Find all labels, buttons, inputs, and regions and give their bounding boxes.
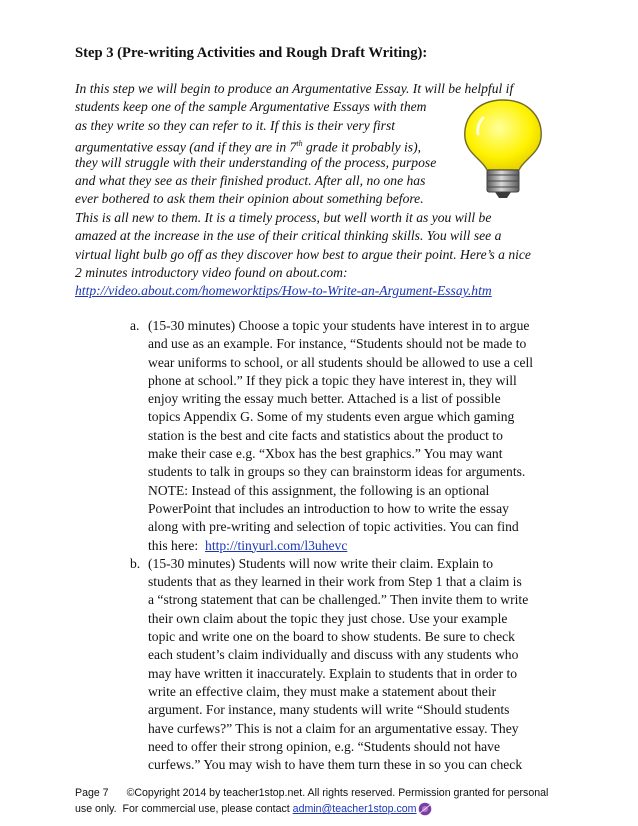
item-line: [148, 537, 575, 555]
intro-link-line: [75, 282, 605, 300]
footer-line: [75, 801, 595, 817]
intro-line: This is all new to them. It is a timely process, but well worth it as you will be: [75, 209, 492, 225]
item-line: students that as they learned in their work from Step 1 that a claim is: [148, 574, 522, 590]
item-line: and use as an example. For instance, “Students should not be made to: [148, 336, 527, 352]
list-marker: a.: [130, 318, 140, 333]
item-line: have curfews?” This is not a claim for an argumentative essay. They: [148, 720, 519, 736]
step-heading: Step 3 (Pre-writing Activities and Rough Draft Writing):: [75, 45, 428, 61]
teacher1stop-logo-icon: [418, 802, 432, 816]
intro-line: and what they see as their finished product. After all, no one has: [75, 172, 426, 188]
intro-line: ever bothered to ask them their opinion about something before.: [75, 191, 424, 207]
item-line: enjoy writing the essay much better. Attached is a list of possible: [148, 391, 501, 407]
intro-line: they will struggle with their understanding of the process, purpose: [75, 154, 437, 170]
footer-line: [75, 785, 595, 801]
light-bulb-icon: [455, 96, 551, 200]
item-line: wear uniforms to school, or all students should be allowed to use a cell: [148, 354, 534, 370]
item-line: students to talk in groups so they can brainstorm ideas for arguments.: [148, 464, 526, 480]
superscript: th: [296, 139, 303, 149]
intro-line-text: argumentative essay (and if they are in 7: [75, 139, 297, 155]
intro-line: amazed at the increase in the use of their critical thinking skills. You will see a: [75, 228, 502, 244]
item-line: curfews.” You may wish to have them turn these in so you can check: [148, 757, 523, 773]
tinyurl-link[interactable]: http://tinyurl.com/l3uhevc: [205, 537, 348, 553]
item-line: make their case e.g. “Xbox has the best graphics.” You may want: [148, 446, 503, 462]
list-marker: b.: [130, 555, 141, 571]
list-item-b: [75, 555, 575, 775]
footer-text: use only. For commercial use, please contact: [75, 803, 293, 815]
item-line-text: this here:: [148, 537, 206, 553]
item-line: along with pre-writing and selection of topic activities. You can find: [148, 519, 519, 535]
page-footer: [75, 785, 595, 817]
item-line: PowerPoint that includes an introduction to how to write the essay: [148, 500, 509, 516]
item-line: topic and write one on the board to show students. Be sure to check: [148, 629, 515, 645]
intro-line-text: grade it probably is),: [302, 139, 422, 155]
item-line: topics Appendix G. Some of my students even argue which gaming: [148, 409, 515, 425]
intro-line: as they write so they can refer to it. If this is their very first: [75, 117, 396, 133]
item-line: a “strong statement that can be challenged.” Then invite them to write: [148, 592, 529, 608]
item-line: each student’s claim individually and discuss with any students who: [148, 647, 519, 663]
item-line: need to offer their strong opinion, e.g. “Students should not have: [148, 738, 500, 754]
item-line: (15-30 minutes) Students will now write their claim. Explain to: [148, 555, 494, 571]
item-line: argument. For instance, many students will write “Should students: [148, 702, 510, 718]
intro-line: virtual light bulb go off as they discover how best to argue their point. Here’s a nice: [75, 246, 531, 262]
contact-email-link[interactable]: admin@teacher1stop.com: [292, 803, 417, 815]
list-item-a: [75, 317, 575, 555]
video-link[interactable]: http://video.about.com/homeworktips/How-to-Write-an-Argument-Essay.htm: [75, 283, 492, 299]
item-line: may have written it inaccurately. Explain to students that in order to: [148, 665, 518, 681]
copyright-text: ©Copyright 2014 by teacher1stop.net. All rights reserved. Permission granted for personal: [126, 787, 549, 799]
item-line: write an effective claim, they must make a statement about their: [148, 683, 497, 699]
page-number: Page 7: [75, 787, 109, 799]
item-line: phone at school.” If they pick a topic they have interest in, they will: [148, 372, 517, 388]
item-line: station is the best and cite facts and statistics about the product to: [148, 427, 503, 443]
intro-line: In this step we will begin to produce an Argumentative Essay. It will be helpful if: [75, 81, 514, 96]
item-line: (15-30 minutes) Choose a topic your students have interest in to argue: [148, 318, 530, 333]
intro-line: students keep one of the sample Argumentative Essays with them: [75, 99, 427, 115]
item-line: NOTE: Instead of this assignment, the following is an optional: [148, 482, 490, 498]
item-line: their own claim about the topic they just chose. Use your example: [148, 610, 508, 626]
activity-list: [75, 317, 575, 774]
intro-line: 2 minutes introductory video found on about.com:: [75, 264, 348, 280]
